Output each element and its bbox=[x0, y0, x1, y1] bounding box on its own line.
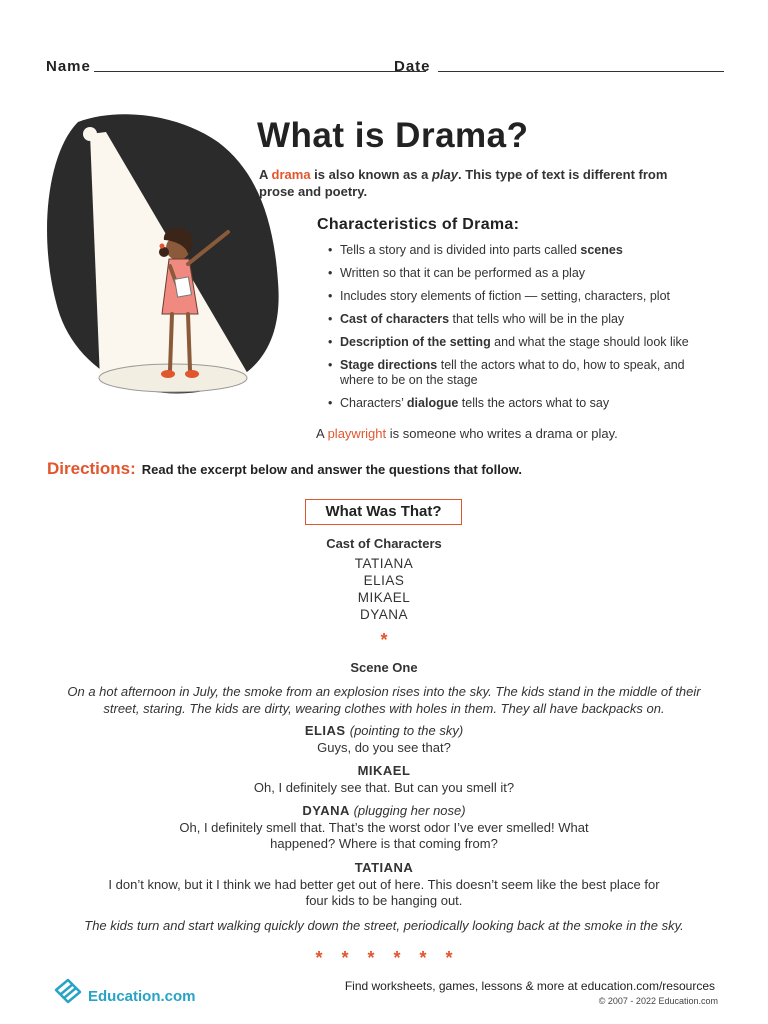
cast-member: MIKAEL bbox=[357, 590, 411, 605]
drama-term: drama bbox=[271, 167, 311, 182]
dialogue-line: Guys, do you see that? bbox=[317, 740, 451, 755]
logo-icon bbox=[52, 974, 84, 1008]
name-field[interactable] bbox=[94, 71, 426, 72]
dialogue-line: Oh, I definitely smell that. That’s the worst odor I’ve ever smelled! What happened? Where is that coming from? bbox=[179, 820, 589, 851]
cast-member: ELIAS bbox=[363, 573, 405, 588]
directions-label: Directions: bbox=[47, 459, 136, 478]
scene-description: On a hot afternoon in July, the smoke from an explosion rises into the sky. The kids stand in the middle of their street, staring. The kids are dirty, wearing clothes with holes in them. They all have backpacks on. bbox=[67, 684, 701, 716]
list-item: • Characters’ dialogue tells the actors what to say bbox=[328, 396, 768, 411]
copyright: © 2007 - 2022 Education.com bbox=[598, 996, 718, 1006]
closing-stage-direction: The kids turn and start walking quickly down the street, periodically looking back at the smoke in the sky. bbox=[84, 918, 684, 933]
cast-member: TATIANA bbox=[354, 556, 414, 571]
dialogue-line: I don’t know, but it I think we had better get out of here. This doesn’t seem like the best place for four kids to be hanging out. bbox=[108, 877, 660, 908]
directions-text: Read the excerpt below and answer the questions that follow. bbox=[141, 462, 522, 477]
page-title: What is Drama? bbox=[257, 116, 529, 155]
speaker-mikael: MIKAEL bbox=[357, 763, 411, 778]
date-field[interactable] bbox=[438, 71, 724, 72]
list-item: • Written so that it can be performed as a play bbox=[328, 266, 768, 281]
list-item: • Tells a story and is divided into parts called scenes bbox=[328, 243, 768, 258]
cast-member: DYANA bbox=[359, 607, 408, 622]
footer-link-text[interactable]: Find worksheets, games, lessons & more at education.com/resources bbox=[344, 979, 715, 993]
name-label: Name bbox=[46, 58, 91, 75]
characteristics-list bbox=[328, 243, 768, 419]
logo-text: Education.com bbox=[88, 988, 196, 1005]
playwright-term: playwright bbox=[327, 426, 387, 441]
playwright-definition: A playwright is someone who writes a drama or play. bbox=[316, 426, 618, 441]
speaker-tatiana: TATIANA bbox=[354, 860, 414, 875]
directions bbox=[47, 459, 522, 479]
speaker-elias: ELIAS (pointing to the sky) bbox=[304, 723, 464, 738]
date-label: Date bbox=[394, 58, 431, 75]
speaker-dyana: DYANA (plugging her nose) bbox=[302, 803, 466, 818]
list-item: • Stage directions tell the actors what to do, how to speak, and where to be on the stage bbox=[328, 358, 708, 388]
characteristics-heading: Characteristics of Drama: bbox=[317, 216, 520, 233]
name-date-row bbox=[46, 58, 726, 78]
intro-paragraph: A drama is also known as a play. This type of text is different from prose and poetry. bbox=[259, 167, 668, 199]
spotlight-illustration bbox=[38, 112, 288, 402]
list-item: • Includes story elements of fiction — setting, characters, plot bbox=[328, 289, 768, 304]
divider-stars: ****** bbox=[315, 948, 472, 968]
education-logo[interactable] bbox=[52, 974, 212, 1008]
play-title: What Was That? bbox=[305, 499, 462, 525]
list-item: • Cast of characters that tells who will be in the play bbox=[328, 312, 768, 327]
divider-star: * bbox=[380, 630, 388, 650]
cast-heading: Cast of Characters bbox=[326, 536, 442, 551]
play-term: play bbox=[431, 167, 458, 182]
dialogue-line: Oh, I definitely see that. But can you smell it? bbox=[253, 780, 515, 795]
list-item: • Description of the setting and what the stage should look like bbox=[328, 335, 768, 350]
scene-heading: Scene One bbox=[350, 660, 418, 675]
